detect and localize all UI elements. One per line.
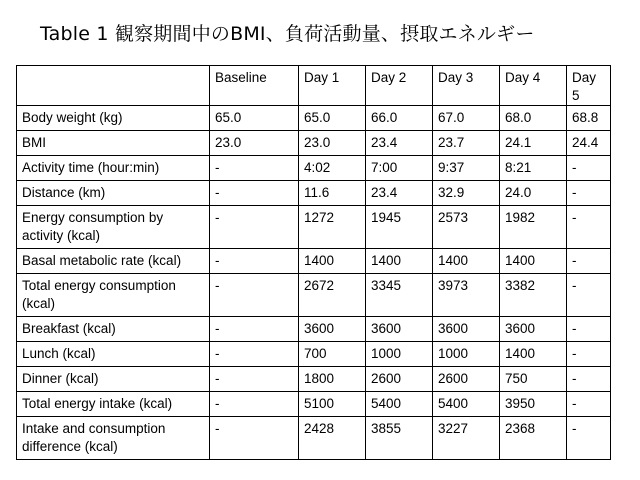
row-label: Distance (km) — [17, 181, 210, 206]
table-cell: 68.0 — [500, 106, 567, 131]
table-cell: - — [210, 206, 299, 249]
table-cell: 2600 — [433, 367, 500, 392]
table-cell: - — [210, 367, 299, 392]
table-cell: 2600 — [366, 367, 433, 392]
table-cell: - — [567, 156, 611, 181]
table-cell: 1272 — [299, 206, 366, 249]
row-label: BMI — [17, 131, 210, 156]
header-cell-baseline: Baseline — [210, 66, 299, 106]
row-label: Activity time (hour:min) — [17, 156, 210, 181]
table-row-bmi — [17, 131, 611, 156]
header-cell — [17, 66, 210, 106]
table-cell: 3855 — [366, 417, 433, 460]
table-cell: - — [567, 317, 611, 342]
table-row-distance — [17, 181, 611, 206]
table-cell: 1945 — [366, 206, 433, 249]
table-cell: 67.0 — [433, 106, 500, 131]
table-cell: 3973 — [433, 274, 500, 317]
table-cell: - — [567, 417, 611, 460]
table-cell: 5400 — [433, 392, 500, 417]
table-cell: 1982 — [500, 206, 567, 249]
table-row-activity-time — [17, 156, 611, 181]
table-cell: 750 — [500, 367, 567, 392]
table-row-activity-energy — [17, 206, 611, 249]
table-row-basal-metabolic-rate — [17, 249, 611, 274]
table-cell: - — [567, 342, 611, 367]
table-cell: - — [567, 249, 611, 274]
table-cell: - — [567, 392, 611, 417]
table-cell: 23.0 — [299, 131, 366, 156]
table-row-body-weight — [17, 106, 611, 131]
row-label: Lunch (kcal) — [17, 342, 210, 367]
row-label: Total energy consumption (kcal) — [17, 274, 210, 317]
table-cell: 3600 — [299, 317, 366, 342]
table-cell: - — [210, 156, 299, 181]
table-cell: 4:02 — [299, 156, 366, 181]
table-cell: 5100 — [299, 392, 366, 417]
table-cell: 3227 — [433, 417, 500, 460]
row-label: Dinner (kcal) — [17, 367, 210, 392]
table-cell: - — [210, 417, 299, 460]
table-row-total-energy-consumption — [17, 274, 611, 317]
table-cell: 24.4 — [567, 131, 611, 156]
table-row-lunch — [17, 342, 611, 367]
table-cell: 2573 — [433, 206, 500, 249]
table-cell: 3600 — [500, 317, 567, 342]
table-cell: 3600 — [366, 317, 433, 342]
table-cell: - — [567, 206, 611, 249]
table-cell: 700 — [299, 342, 366, 367]
table-cell: 2428 — [299, 417, 366, 460]
header-cell-day3: Day 3 — [433, 66, 500, 106]
table-title: Table 1 観察期間中のBMI、負荷活動量、摂取エネルギー — [40, 23, 535, 45]
header-cell-day1: Day 1 — [299, 66, 366, 106]
table-cell: 24.0 — [500, 181, 567, 206]
table-cell: 24.1 — [500, 131, 567, 156]
table-cell: 66.0 — [366, 106, 433, 131]
table-cell: 1800 — [299, 367, 366, 392]
table-cell: 3382 — [500, 274, 567, 317]
table-cell: 3600 — [433, 317, 500, 342]
table-row-total-energy-intake — [17, 392, 611, 417]
table-cell: - — [210, 181, 299, 206]
table-cell: 11.6 — [299, 181, 366, 206]
header-row — [17, 66, 611, 106]
table-cell: 3345 — [366, 274, 433, 317]
header-cell-day2: Day 2 — [366, 66, 433, 106]
row-label: Breakfast (kcal) — [17, 317, 210, 342]
table-cell: - — [210, 274, 299, 317]
row-label: Basal metabolic rate (kcal) — [17, 249, 210, 274]
row-label: Total energy intake (kcal) — [17, 392, 210, 417]
header-cell-day5: Day 5 — [567, 66, 611, 106]
table-cell: 23.4 — [366, 181, 433, 206]
table-row-dinner — [17, 367, 611, 392]
table-cell: 23.0 — [210, 131, 299, 156]
table-cell: 65.0 — [210, 106, 299, 131]
table-cell: 1400 — [500, 342, 567, 367]
table-cell: 68.8 — [567, 106, 611, 131]
table-cell: 7:00 — [366, 156, 433, 181]
table-cell: 3950 — [500, 392, 567, 417]
table-cell: 1000 — [366, 342, 433, 367]
table-cell: 1400 — [366, 249, 433, 274]
row-label: Energy consumption by activity (kcal) — [17, 206, 210, 249]
table-cell: - — [567, 367, 611, 392]
table-row-breakfast — [17, 317, 611, 342]
data-table — [16, 65, 611, 460]
table-cell: 8:21 — [500, 156, 567, 181]
table-cell: 1400 — [500, 249, 567, 274]
table-cell: 23.4 — [366, 131, 433, 156]
table-cell: 1400 — [299, 249, 366, 274]
table-cell: - — [210, 392, 299, 417]
table-cell: 23.7 — [433, 131, 500, 156]
table-cell: - — [210, 342, 299, 367]
table-cell: 9:37 — [433, 156, 500, 181]
header-cell-day4: Day 4 — [500, 66, 567, 106]
row-label: Body weight (kg) — [17, 106, 210, 131]
table-cell: 65.0 — [299, 106, 366, 131]
table-cell: 5400 — [366, 392, 433, 417]
table-cell: - — [210, 249, 299, 274]
table-cell: 1400 — [433, 249, 500, 274]
table-cell: 1000 — [433, 342, 500, 367]
row-label: Intake and consumption difference (kcal) — [17, 417, 210, 460]
table-cell: 2368 — [500, 417, 567, 460]
table-cell: 2672 — [299, 274, 366, 317]
table-cell: - — [210, 317, 299, 342]
table-cell: 32.9 — [433, 181, 500, 206]
table-row-intake-consumption-difference — [17, 417, 611, 460]
table-cell: - — [567, 274, 611, 317]
table-cell: - — [567, 181, 611, 206]
